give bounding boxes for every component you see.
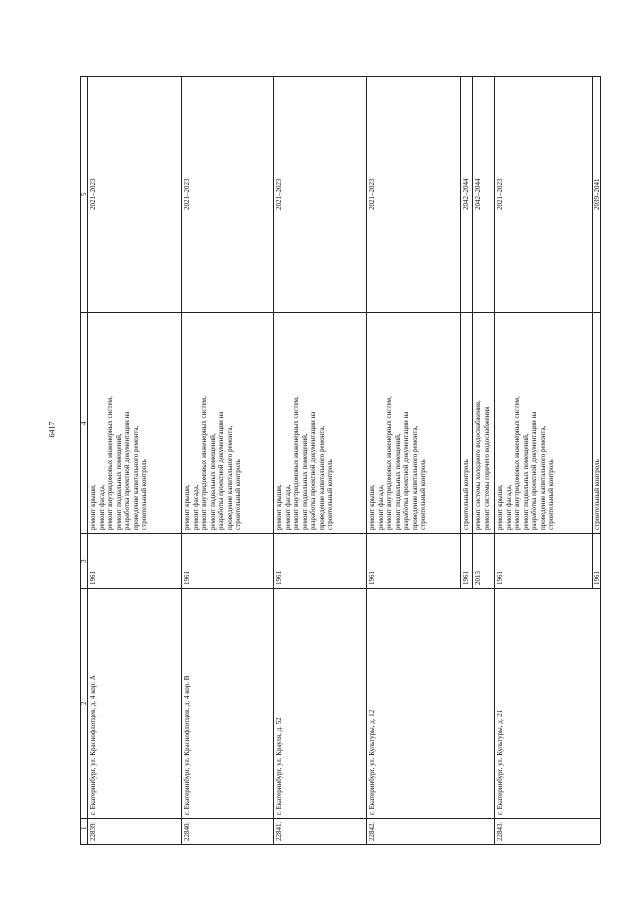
header-col-5: 5 — [80, 192, 88, 196]
row-number: 22839. — [89, 821, 97, 841]
row-year: 1961 — [275, 571, 283, 585]
header-col-1: 1 — [80, 826, 88, 830]
row-works: ремонт крыши, ремонт фасада, ремонт внутридомовых инженерных систем, ремонт подвальных помещений, разработка проектной документации на проведение капитального ремонта, строительный контроль — [183, 396, 242, 530]
subrow-work: строительный контроль — [462, 459, 470, 530]
row-address: г. Екатеринбург, ул. Культуры, д. 21 — [496, 709, 504, 815]
row-works: ремонт крыши, ремонт фасада, ремонт внутридомовых инженерных систем, ремонт подвальных помещений, разработка проектной документации на проведение капитального ремонта, строительный контроль — [368, 396, 427, 530]
header-col-2: 2 — [80, 701, 88, 705]
subrow-year: 1961 — [462, 571, 470, 585]
row-period: 2021–2023 — [89, 178, 97, 210]
subrow-year: 2013 — [474, 571, 482, 585]
row-works: ремонт крыши, ремонт фасада, ремонт внутридомовых инженерных систем, ремонт подвальных помещений, разработка проектной документации на проведение капитального ремонта, строительный контроль — [89, 396, 148, 530]
row-number: 22843. — [496, 821, 504, 841]
subrow-period: 2039–2041 — [593, 178, 601, 210]
header-col-3: 3 — [80, 559, 88, 563]
row-works: ремонт крыши, ремонт фасада, ремонт внутридомовых инженерных систем, ремонт подвальных помещений, разработка проектной документации на проведение капитального ремонта, строительный контроль — [275, 396, 334, 530]
row-year: 1961 — [183, 571, 191, 585]
row-address: г. Екатеринбург, ул. Крауля, д. 52 — [275, 717, 283, 815]
row-period: 2021–2023 — [368, 178, 376, 210]
subrow-work: ремонт системы холодного водоснабжения, — [474, 400, 482, 530]
row-number: 22840. — [183, 821, 191, 841]
row-period: 2021–2023 — [496, 178, 504, 210]
page-number: 6417 — [47, 421, 57, 438]
row-period: 2021–2023 — [275, 178, 283, 210]
subrow-year: 1961 — [593, 571, 601, 585]
row-number: 22841. — [275, 821, 283, 841]
subrow-period: 2042–2044 — [474, 178, 482, 210]
row-year: 1961 — [89, 571, 97, 585]
subrow-work: строительный контроль — [593, 459, 601, 530]
row-year: 1961 — [496, 571, 504, 585]
subrow-period: 2042–2044 — [462, 178, 470, 210]
row-year: 1961 — [368, 571, 376, 585]
row-address: г. Екатеринбург, ул. Культуры, д. 12 — [368, 709, 376, 815]
row-number: 22842. — [368, 821, 376, 841]
row-address: г. Екатеринбург, ул. Краснофлотцев, д. 4 кор. В — [183, 675, 191, 815]
row-works: ремонт крыши, ремонт фасада, ремонт внутридомовых инженерных систем, ремонт подвальных помещений, разработка проектной документации на проведение капитального ремонта, строительный контроль — [496, 396, 555, 530]
subrow-work: ремонт системы горячего водоснабжения — [483, 406, 491, 530]
row-period: 2021–2023 — [183, 178, 191, 210]
header-col-4: 4 — [80, 421, 88, 425]
row-address: г. Екатеринбург, ул. Краснофлотцев, д. 4 кор. А — [89, 675, 97, 815]
